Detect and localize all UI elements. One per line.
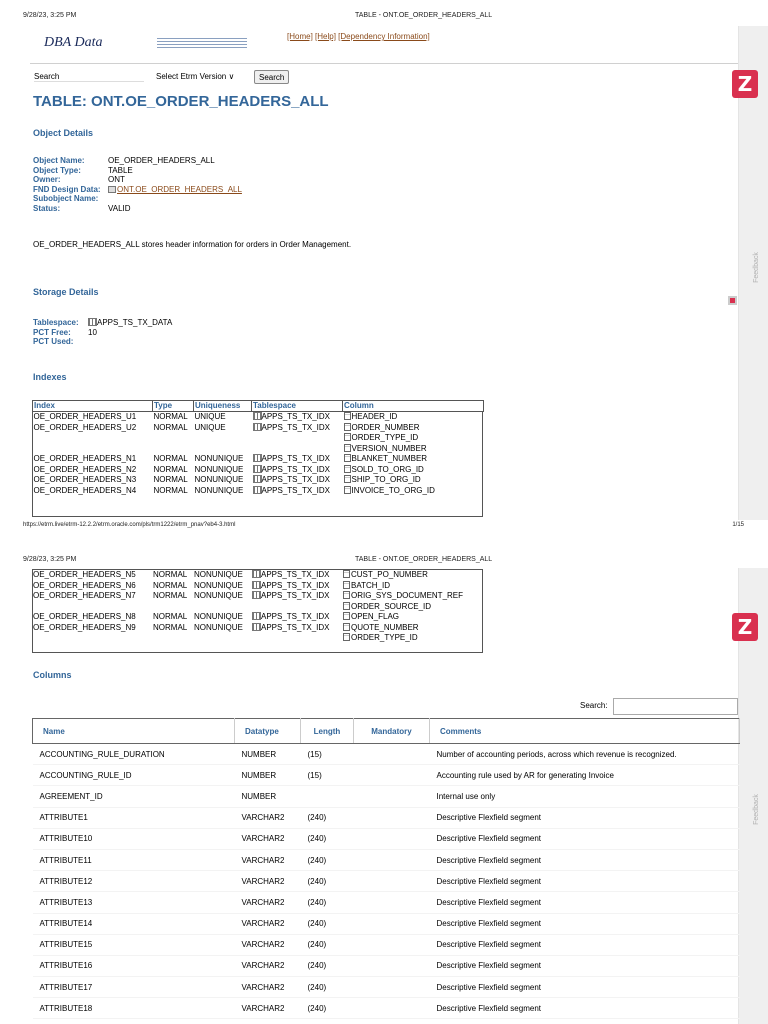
index-column-text: INVOICE_TO_ORG_ID bbox=[351, 485, 435, 495]
print-page-number: 1/15 bbox=[732, 522, 744, 528]
index-type: NORMAL bbox=[153, 454, 188, 463]
index-type: NORMAL bbox=[153, 412, 188, 421]
column-mandatory bbox=[354, 807, 430, 828]
column-datatype: VARCHAR2 bbox=[235, 849, 301, 870]
detail-key: Status: bbox=[33, 203, 61, 213]
index-name: OE_ORDER_HEADERS_U1 bbox=[33, 412, 137, 421]
storage-row bbox=[33, 318, 172, 328]
column-row bbox=[33, 934, 740, 955]
indexes-col-header: Tablespace bbox=[252, 401, 343, 412]
print-header bbox=[0, 12, 768, 24]
index-column-text: ORDER_TYPE_ID bbox=[351, 633, 418, 642]
column-mandatory bbox=[354, 934, 430, 955]
tablespace-icon bbox=[88, 318, 97, 326]
print-title: TABLE - ONT.OE_ORDER_HEADERS_ALL bbox=[355, 12, 493, 19]
print-date-2: 9/28/23, 3:25 PM bbox=[23, 556, 77, 563]
column-row bbox=[33, 892, 740, 913]
index-type: NORMAL bbox=[153, 485, 188, 495]
col-header-length[interactable]: Length bbox=[301, 719, 354, 744]
storage-value-text: 10 bbox=[88, 327, 97, 337]
header-divider bbox=[30, 63, 738, 64]
detail-value bbox=[108, 166, 133, 176]
index-uniqueness: NONUNIQUE bbox=[194, 475, 244, 484]
col-header-datatype[interactable]: Datatype bbox=[235, 719, 301, 744]
column-length: (240) bbox=[301, 871, 354, 892]
column-length: (15) bbox=[301, 765, 354, 786]
storage-key: PCT Used: bbox=[33, 337, 74, 347]
column-mandatory bbox=[354, 786, 430, 807]
column-mandatory bbox=[354, 913, 430, 934]
storage-value bbox=[88, 328, 97, 338]
column-datatype: VARCHAR2 bbox=[235, 934, 301, 955]
columns-heading: Columns bbox=[33, 670, 72, 680]
column-datatype: NUMBER bbox=[235, 744, 301, 765]
column-name: ATTRIBUTE14 bbox=[33, 913, 235, 934]
index-tablespace-text: APPS_TS_TX_IDX bbox=[261, 422, 330, 432]
search-input[interactable]: Search bbox=[34, 72, 144, 82]
detail-key: FND Design Data: bbox=[33, 184, 101, 194]
indexes-col-header: Type bbox=[153, 401, 194, 412]
column-name: ACCOUNTING_RULE_DURATION bbox=[33, 744, 235, 765]
column-datatype: VARCHAR2 bbox=[235, 807, 301, 828]
column-comment: Descriptive Flexfield segment bbox=[430, 913, 740, 934]
detail-key: Object Name: bbox=[33, 156, 85, 165]
table-description: OE_ORDER_HEADERS_ALL stores header information for orders in Order Management. bbox=[33, 240, 352, 249]
index-uniqueness: NONUNIQUE bbox=[194, 485, 244, 495]
storage-details bbox=[33, 318, 172, 347]
index-column-text: ORDER_TYPE_ID bbox=[351, 433, 419, 442]
detail-row bbox=[33, 204, 242, 214]
index-tablespace-text: APPS_TS_TX_IDX bbox=[261, 612, 330, 621]
column-row bbox=[33, 955, 740, 976]
column-length: (240) bbox=[301, 892, 354, 913]
print-header-2 bbox=[0, 556, 768, 568]
column-name: ATTRIBUTE13 bbox=[33, 892, 235, 913]
column-mandatory bbox=[354, 977, 430, 998]
feedback-tab[interactable]: Feedback bbox=[753, 252, 761, 283]
column-row bbox=[33, 871, 740, 892]
column-length: (240) bbox=[301, 849, 354, 870]
index-tablespace-text: APPS_TS_TX_IDX bbox=[261, 580, 330, 590]
index-column-text: SHIP_TO_ORG_ID bbox=[351, 475, 421, 484]
column-comment: Accounting rule used by AR for generating Invoice bbox=[430, 765, 740, 786]
index-column-text: CUST_PO_NUMBER bbox=[351, 570, 428, 579]
column-row bbox=[33, 765, 740, 786]
index-name: OE_ORDER_HEADERS_N6 bbox=[33, 580, 136, 590]
storage-key: PCT Free: bbox=[33, 327, 71, 337]
index-tablespace-text: APPS_TS_TX_IDX bbox=[261, 412, 330, 421]
indexes-col-header: Uniqueness bbox=[194, 401, 252, 412]
index-column-text: ORIG_SYS_DOCUMENT_REF bbox=[351, 591, 464, 600]
indexes-col-header: Index bbox=[33, 401, 153, 412]
index-type: NORMAL bbox=[153, 475, 188, 484]
index-name: OE_ORDER_HEADERS_N4 bbox=[33, 485, 137, 495]
column-name: ACCOUNTING_RULE_ID bbox=[33, 765, 235, 786]
column-mandatory bbox=[354, 892, 430, 913]
column-name: ATTRIBUTE1 bbox=[33, 807, 235, 828]
column-mandatory bbox=[354, 871, 430, 892]
column-row bbox=[33, 828, 740, 849]
column-comment: Descriptive Flexfield segment bbox=[430, 849, 740, 870]
detail-value bbox=[108, 156, 215, 166]
detail-row bbox=[33, 166, 242, 176]
column-name: ATTRIBUTE18 bbox=[33, 998, 235, 1019]
index-column-text: HEADER_ID bbox=[351, 412, 398, 421]
home-link[interactable]: [Home] bbox=[287, 32, 313, 41]
search-button[interactable]: Search bbox=[254, 70, 289, 84]
column-datatype: NUMBER bbox=[235, 786, 301, 807]
column-name: AGREEMENT_ID bbox=[33, 786, 235, 807]
index-type: NORMAL bbox=[153, 612, 188, 621]
index-type: NORMAL bbox=[153, 422, 188, 432]
column-row bbox=[33, 849, 740, 870]
column-datatype: VARCHAR2 bbox=[235, 977, 301, 998]
index-column-text: ORDER_SOURCE_ID bbox=[351, 601, 432, 611]
indexes-heading: Indexes bbox=[33, 372, 67, 382]
index-tablespace-text: APPS_TS_TX_IDX bbox=[261, 454, 330, 463]
column-datatype: VARCHAR2 bbox=[235, 871, 301, 892]
column-length: (240) bbox=[301, 934, 354, 955]
index-tablespace-text: APPS_TS_TX_IDX bbox=[261, 622, 330, 632]
column-comment: Descriptive Flexfield segment bbox=[430, 807, 740, 828]
index-uniqueness: NONUNIQUE bbox=[194, 580, 243, 590]
column-length: (240) bbox=[301, 807, 354, 828]
index-column-text: BATCH_ID bbox=[351, 580, 390, 590]
index-uniqueness: NONUNIQUE bbox=[194, 591, 243, 600]
column-comment: Descriptive Flexfield segment bbox=[430, 955, 740, 976]
z-app-icon-2[interactable]: Z bbox=[732, 613, 758, 641]
storage-key: Tablespace: bbox=[33, 318, 79, 327]
column-row bbox=[33, 744, 740, 765]
index-type: NORMAL bbox=[153, 591, 188, 600]
column-length: (240) bbox=[301, 977, 354, 998]
detail-row bbox=[33, 175, 242, 185]
db-icon bbox=[108, 186, 116, 193]
column-comment: Descriptive Flexfield segment bbox=[430, 998, 740, 1019]
col-header-comments[interactable]: Comments bbox=[430, 719, 740, 744]
index-name: OE_ORDER_HEADERS_N9 bbox=[33, 622, 136, 632]
index-uniqueness: NONUNIQUE bbox=[194, 622, 243, 632]
column-datatype: NUMBER bbox=[235, 765, 301, 786]
column-mandatory bbox=[354, 765, 430, 786]
column-name: ATTRIBUTE15 bbox=[33, 934, 235, 955]
column-length bbox=[301, 786, 354, 807]
index-uniqueness: NONUNIQUE bbox=[194, 464, 244, 474]
index-name: OE_ORDER_HEADERS_N7 bbox=[33, 591, 136, 600]
detail-key: Object Type: bbox=[33, 165, 81, 175]
print-title-2: TABLE - ONT.OE_ORDER_HEADERS_ALL bbox=[355, 556, 493, 563]
detail-value-text: TABLE bbox=[108, 165, 133, 175]
columns-table-header bbox=[33, 719, 740, 744]
feedback-icon[interactable] bbox=[728, 296, 737, 305]
top-nav-links bbox=[287, 32, 430, 41]
indexes-col-header: Column bbox=[343, 401, 484, 412]
column-datatype: VARCHAR2 bbox=[235, 892, 301, 913]
column-datatype: VARCHAR2 bbox=[235, 955, 301, 976]
storage-row bbox=[33, 328, 172, 338]
detail-value-text: VALID bbox=[108, 203, 131, 213]
column-comment: Descriptive Flexfield segment bbox=[430, 934, 740, 955]
column-length: (240) bbox=[301, 828, 354, 849]
detail-value bbox=[108, 175, 125, 185]
column-mandatory bbox=[354, 849, 430, 870]
column-length: (240) bbox=[301, 913, 354, 934]
column-comment: Descriptive Flexfield segment bbox=[430, 828, 740, 849]
site-logo[interactable]: DBA Data bbox=[44, 35, 103, 50]
storage-details-heading: Storage Details bbox=[33, 287, 99, 297]
column-comment: Number of accounting periods, across which revenue is recognized. bbox=[430, 744, 740, 765]
column-length: (240) bbox=[301, 955, 354, 976]
indexes-header-row bbox=[33, 401, 484, 412]
index-name: OE_ORDER_HEADERS_N1 bbox=[33, 454, 137, 463]
column-comment: Descriptive Flexfield segment bbox=[430, 871, 740, 892]
detail-row bbox=[33, 185, 242, 195]
help-link[interactable]: [Help] bbox=[315, 32, 336, 41]
column-comment: Internal use only bbox=[430, 786, 740, 807]
column-length: (15) bbox=[301, 744, 354, 765]
column-length: (240) bbox=[301, 998, 354, 1019]
detail-row bbox=[33, 194, 242, 204]
column-mandatory bbox=[354, 828, 430, 849]
index-uniqueness: UNIQUE bbox=[194, 412, 226, 421]
index-tablespace-text: APPS_TS_TX_IDX bbox=[261, 485, 330, 495]
column-comment: Descriptive Flexfield segment bbox=[430, 977, 740, 998]
column-datatype: VARCHAR2 bbox=[235, 998, 301, 1019]
detail-key: Owner: bbox=[33, 175, 61, 185]
index-name: OE_ORDER_HEADERS_N2 bbox=[33, 464, 137, 474]
detail-value-text: ONT.OE_ORDER_HEADERS_ALL bbox=[117, 184, 242, 194]
storage-row bbox=[33, 337, 172, 347]
index-type: NORMAL bbox=[153, 464, 188, 474]
columns-search-input[interactable] bbox=[613, 698, 738, 715]
storage-value-text: APPS_TS_TX_DATA bbox=[97, 318, 173, 327]
print-date: 9/28/23, 3:25 PM bbox=[23, 12, 77, 19]
index-tablespace-text: APPS_TS_TX_IDX bbox=[261, 464, 330, 474]
object-details bbox=[33, 156, 242, 214]
indexes-table-continued-frame bbox=[32, 569, 483, 653]
indexes-table-frame bbox=[32, 411, 483, 517]
object-details-heading: Object Details bbox=[33, 128, 94, 138]
column-mandatory bbox=[354, 998, 430, 1019]
column-name: ATTRIBUTE11 bbox=[33, 849, 235, 870]
index-type: NORMAL bbox=[153, 580, 188, 590]
index-column-text: BLANKET_NUMBER bbox=[351, 454, 428, 463]
column-row bbox=[33, 977, 740, 998]
index-uniqueness: UNIQUE bbox=[194, 422, 226, 432]
column-mandatory bbox=[354, 744, 430, 765]
column-name: ATTRIBUTE17 bbox=[33, 977, 235, 998]
index-uniqueness: NONUNIQUE bbox=[194, 570, 243, 579]
detail-value-text: ONT bbox=[108, 175, 125, 185]
detail-value[interactable] bbox=[108, 185, 242, 195]
dependency-link[interactable]: [Dependency Information] bbox=[338, 32, 430, 41]
index-uniqueness: NONUNIQUE bbox=[194, 612, 243, 621]
z-app-icon[interactable]: Z bbox=[732, 70, 758, 98]
index-column-text: VERSION_NUMBER bbox=[351, 443, 427, 453]
index-name: OE_ORDER_HEADERS_N3 bbox=[33, 475, 137, 484]
column-datatype: VARCHAR2 bbox=[235, 913, 301, 934]
index-column-text: ORDER_NUMBER bbox=[351, 422, 420, 432]
detail-value bbox=[108, 204, 131, 214]
logo-stripes-icon bbox=[157, 38, 247, 50]
column-row bbox=[33, 786, 740, 807]
index-type: NORMAL bbox=[153, 622, 188, 632]
detail-key: Subobject Name: bbox=[33, 194, 99, 204]
column-name: ATTRIBUTE10 bbox=[33, 828, 235, 849]
index-column-text: OPEN_FLAG bbox=[351, 612, 400, 621]
detail-value-text: OE_ORDER_HEADERS_ALL bbox=[108, 156, 215, 165]
column-row bbox=[33, 913, 740, 934]
index-name: OE_ORDER_HEADERS_N8 bbox=[33, 612, 136, 621]
column-row bbox=[33, 807, 740, 828]
index-tablespace-text: APPS_TS_TX_IDX bbox=[261, 591, 330, 600]
column-datatype: VARCHAR2 bbox=[235, 828, 301, 849]
version-select[interactable]: Select Etrm Version ∨ bbox=[156, 72, 235, 81]
column-name: ATTRIBUTE16 bbox=[33, 955, 235, 976]
print-url: https://etrm.live/etrm-12.2.2/etrm.oracle.com/pls/trm1222/etrm_pnav?eb4-3.html bbox=[23, 522, 236, 528]
page-title: TABLE: ONT.OE_ORDER_HEADERS_ALL bbox=[33, 93, 329, 110]
index-tablespace-text: APPS_TS_TX_IDX bbox=[261, 570, 330, 579]
index-name: OE_ORDER_HEADERS_N5 bbox=[33, 570, 136, 579]
column-row bbox=[33, 998, 740, 1019]
column-mandatory bbox=[354, 955, 430, 976]
columns-search-label: Search: bbox=[580, 701, 608, 710]
column-comment: Descriptive Flexfield segment bbox=[430, 892, 740, 913]
columns-table bbox=[32, 718, 740, 1019]
index-name: OE_ORDER_HEADERS_U2 bbox=[33, 422, 137, 432]
index-column-text: QUOTE_NUMBER bbox=[351, 622, 419, 632]
index-column-text: SOLD_TO_ORG_ID bbox=[351, 464, 424, 474]
storage-value bbox=[88, 318, 172, 328]
detail-row bbox=[33, 156, 242, 166]
feedback-tab-2[interactable]: Feedback bbox=[753, 794, 761, 825]
col-header-mandatory[interactable]: Mandatory bbox=[354, 719, 430, 744]
column-name: ATTRIBUTE12 bbox=[33, 871, 235, 892]
index-uniqueness: NONUNIQUE bbox=[194, 454, 244, 463]
col-header-name[interactable]: Name bbox=[33, 719, 235, 744]
index-type: NORMAL bbox=[153, 570, 188, 579]
index-tablespace-text: APPS_TS_TX_IDX bbox=[261, 475, 330, 484]
